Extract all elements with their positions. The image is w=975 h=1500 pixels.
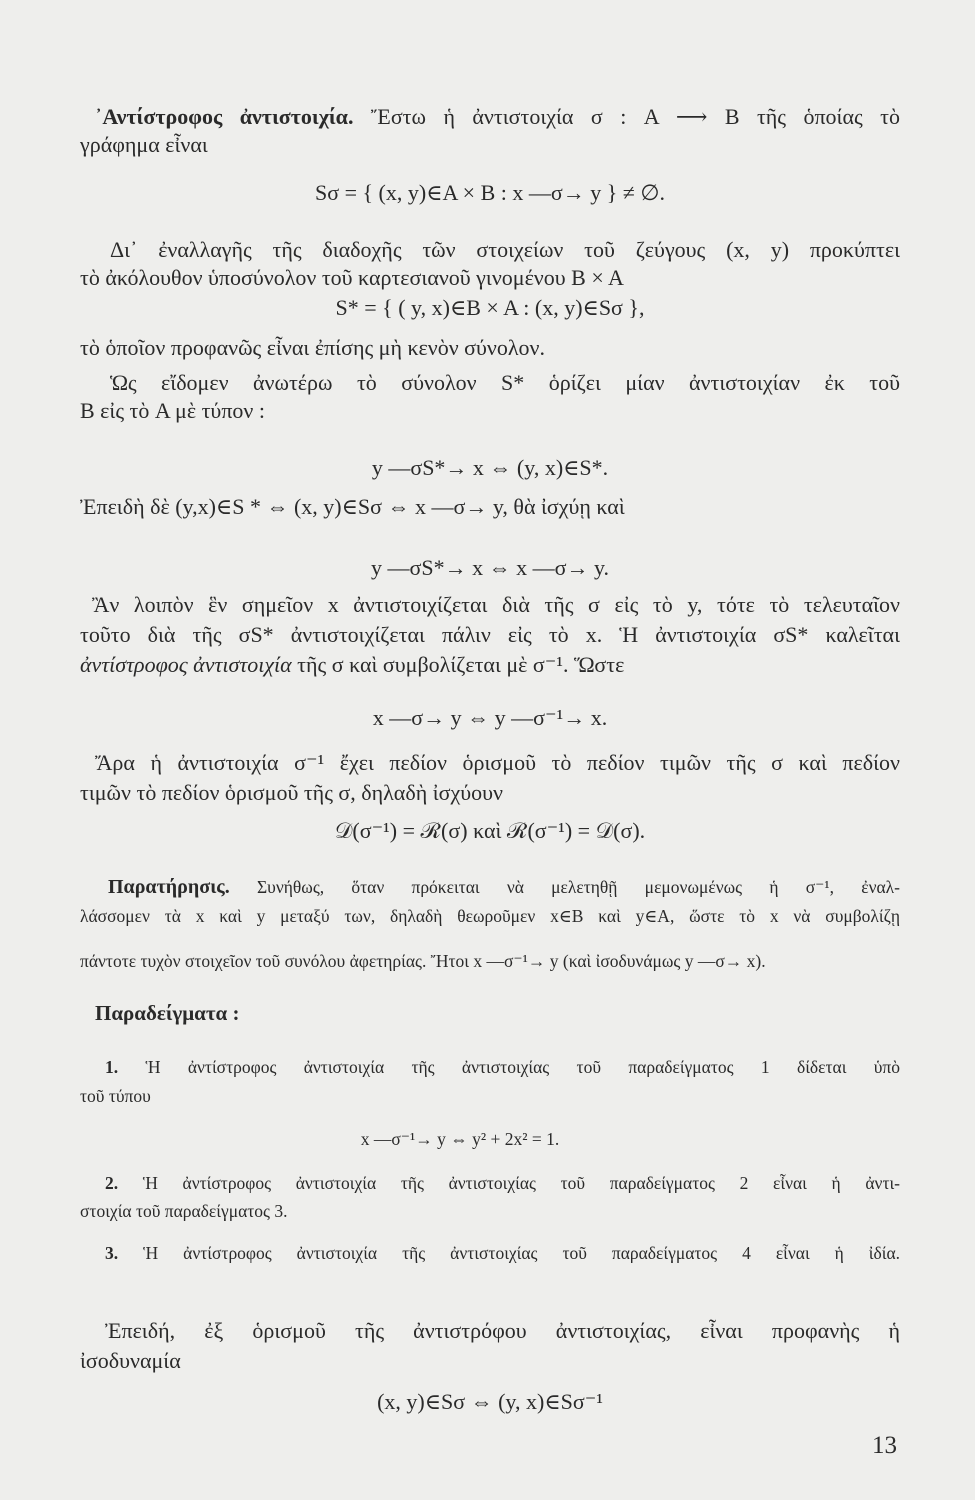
line-22: πάντοτε τυχὸν στοιχεῖον τοῦ συνόλου ἀφετηρίας. Ἤτοι x —σ⁻¹→ y (καὶ ἰσοδυνάμως y —σ→ x).: [80, 951, 766, 971]
line-14: τοῦτο διὰ τῆς σS* ἀντιστοιχίζεται πάλιν εἰς τὸ x. Ἡ ἀντιστοιχία σS* καλεῖται: [80, 622, 900, 647]
line-15: ἀντίστροφος ἀντιστοιχία τῆς σ καὶ συμβολίζεται μὲ σ⁻¹. Ὥστε: [80, 652, 625, 677]
formula-domain-range: 𝒟(σ⁻¹) = ℛ(σ) καὶ ℛ(σ⁻¹) = 𝒟(σ).: [334, 818, 646, 843]
remark-heading: Παρατήρησις.: [108, 876, 230, 898]
line-5: τὸ ἀκόλουθον ὑποσύνολον τοῦ καρτεσιανοῦ γινομένου B × A: [80, 265, 624, 290]
line-31: ἰσοδυναμία: [80, 1348, 181, 1373]
line-2: γράφημα εἶναι: [80, 132, 208, 157]
formula-final-equivalence: (x, y)∈Sσ ⇔ (y, x)∈Sσ⁻¹: [377, 1389, 603, 1414]
formula-inverse: x —σ→ y ⇔ y —σ⁻¹→ x.: [372, 705, 608, 730]
line-20: Παρατήρησις. Συνήθως, ὅταν πρόκειται νὰ μελετηθῇ μεμονωμένως ἡ σ⁻¹, ἐναλ-: [108, 876, 900, 898]
formula-s-star-corr: y —σS*→ x ⇔ (y, x)∈S*.: [371, 455, 609, 480]
page-number: 13: [872, 1432, 897, 1459]
formula-s-star: S* = { ( y, x)∈B × A : (x, y)∈Sσ },: [335, 295, 645, 320]
line-21: λάσσομεν τὰ x καὶ y μεταξύ των, δηλαδὴ θεωροῦμεν x∈B καὶ y∈A, ὥστε τὸ x νὰ συμβολίζῃ: [80, 906, 900, 926]
line-17: Ἄρα ἡ ἀντιστοιχία σ⁻¹ ἔχει πεδίον ὁρισμοῦ τὸ πεδίον τιμῶν τῆς σ καὶ πεδίον: [95, 750, 900, 775]
line-7: τὸ ὁποῖον προφανῶς εἶναι ἐπίσης μὴ κενὸν σύνολον.: [80, 335, 545, 360]
example-number: 1.: [105, 1057, 119, 1077]
line-25: τοῦ τύπου: [80, 1086, 151, 1106]
example-2: 2. Ἡ ἀντίστροφος ἀντιστοιχία τῆς ἀντιστοιχίας τοῦ παραδείγματος 2 εἶναι ἡ ἀντι-: [105, 1173, 901, 1193]
example-3: 3. Ἡ ἀντίστροφος ἀντιστοιχία τῆς ἀντιστοιχίας τοῦ παραδείγματος 4 εἶναι ἡ ἰδία.: [105, 1243, 901, 1263]
line-9: B εἰς τὸ A μὲ τύπον :: [80, 398, 265, 423]
examples-heading: Παραδείγματα :: [95, 1001, 240, 1025]
formula-example-1: x —σ⁻¹→ y ⇔ y² + 2x² = 1.: [360, 1129, 560, 1149]
line-4: Δι᾿ ἐναλλαγῆς τῆς διαδοχῆς τῶν στοιχείων τοῦ ζεύγους (x, y) προκύπτει: [110, 237, 900, 262]
line-13: Ἂν λοιπὸν ἓν σημεῖον x ἀντιστοιχίζεται διὰ τῆς σ εἰς τὸ y, τότε τὸ τελευταῖον: [92, 592, 900, 617]
example-number: 3.: [105, 1243, 119, 1263]
example-number: 2.: [105, 1173, 119, 1193]
section-heading: ᾿Αντίστροφος ἀντιστοιχία.: [95, 104, 354, 129]
line-28: στοιχία τοῦ παραδείγματος 3.: [80, 1201, 288, 1221]
line-8: Ὡς εἴδομεν ἀνωτέρω τὸ σύνολον S* ὁρίζει μίαν ἀντιστοιχίαν ἐκ τοῦ: [110, 370, 900, 395]
example-1: 1. Ἡ ἀντίστροφος ἀντιστοιχία τῆς ἀντιστοιχίας τοῦ παραδείγματος 1 δίδεται ὑπὸ: [105, 1057, 901, 1077]
line-30: Ἐπειδή, ἐξ ὁρισμοῦ τῆς ἀντιστρόφου ἀντιστοιχίας, εἶναι προφανὴς ἡ: [105, 1318, 900, 1343]
line-1: ᾿Αντίστροφος ἀντιστοιχία. Ἔστω ἡ ἀντιστοιχία σ : A ⟶ B τῆς ὁποίας τὸ: [95, 104, 900, 129]
formula-equivalence: y —σS*→ x ⇔ x —σ→ y.: [370, 555, 610, 580]
term-inverse-correspondence: ἀντίστροφος ἀντιστοιχία: [80, 652, 292, 677]
line-18: τιμῶν τὸ πεδίον ὁρισμοῦ τῆς σ, δηλαδὴ ἰσχύουν: [80, 780, 503, 805]
line-11: Ἐπειδὴ δὲ (y,x)∈S * ⇔ (x, y)∈Sσ ⇔ x —σ→ y, θὰ ἰσχύῃ καὶ: [80, 494, 625, 519]
formula-graph: Sσ = { (x, y)∈A × B : x —σ→ y } ≠ ∅.: [314, 180, 666, 205]
